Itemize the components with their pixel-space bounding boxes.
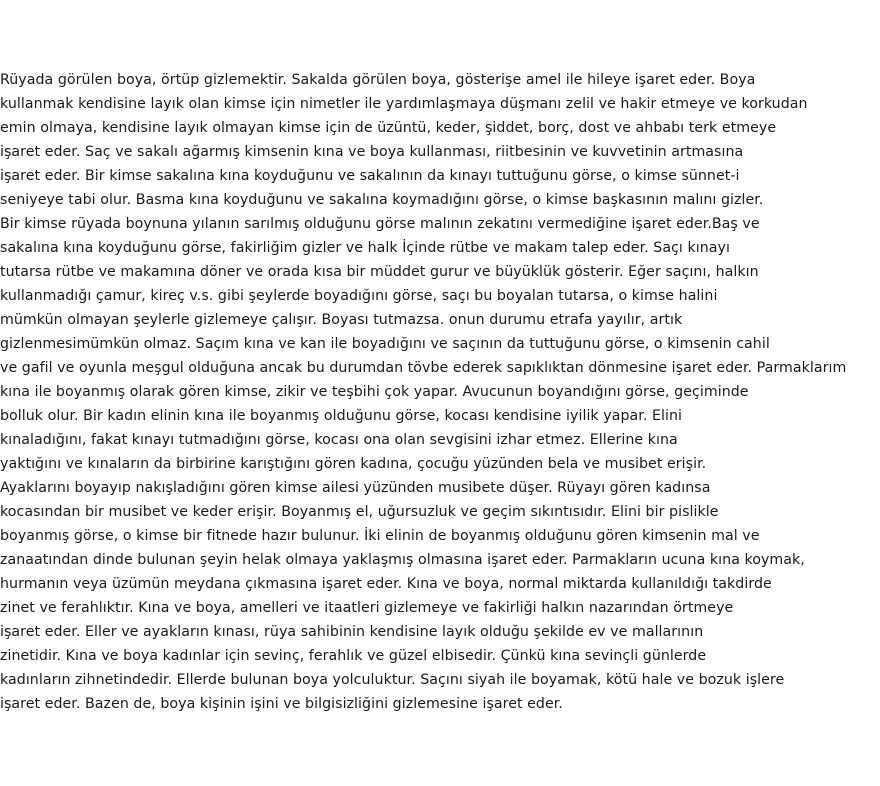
text-line: işaret eder. Bazen de, boya kişinin işini ve bilgisizliğini gizlemesine işaret eder. — [0, 696, 563, 712]
text-line: kullanmak kendisine layık olan kimse için nimetler ile yardımlaşmaya düşmanı zelil ve hakir etmeye ve korkudan — [0, 96, 808, 112]
text-line: yaktığını ve kınaların da birbirine karıştığını gören kadına, çocuğu yüzünden bela ve musibet erişir. — [0, 456, 707, 472]
text-line: kullanmadığı çamur, kireç v.s. gibi şeylerde boyadığını görse, saçı bu boyalan tutarsa, o kimse halini — [0, 288, 718, 304]
text-line: kadınların zihnetindedir. Ellerde bulunan boya yolculuktur. Saçını siyah ile boyamak, kötü hale ve bozuk işlere — [0, 672, 785, 688]
text-line: kınaladığını, fakat kınayı tutmadığını görse, kocası ona olan sevgisini izhar etmez. Ellerine kına — [0, 432, 678, 448]
text-line: zinetidir. Kına ve boya kadınlar için sevinç, ferahlık ve güzel elbisedir. Çünkü kına sevinçli günlerde — [0, 648, 707, 664]
text-line: ve gafil ve oyunla meşgul olduğuna ancak bu durumdan tövbe ederek sapıklıktan dönmesine işaret eder. Parmaklarım — [0, 360, 847, 376]
text-line: Bir kimse rüyada boynuna yılanın sarılmış olduğunu görse malının zekatını vermediğine işaret eder.Baş ve — [0, 216, 760, 232]
text-line: işaret eder. Saç ve sakalı ağarmış kimsenin kına ve boya kullanması, riitbesinin ve kuvvetinin artmasına — [0, 144, 744, 160]
document-body — [0, 68, 880, 716]
text-line: işaret eder. Eller ve ayakların kınası, rüya sahibinin kendisine layık olduğu şekilde ev ve mallarının — [0, 624, 704, 640]
text-line: kocasından bir musibet ve keder erişir. Boyanmış el, uğursuzluk ve geçim sıkıntısıdır. Elini bir pislikle — [0, 504, 719, 520]
text-line: kına ile boyanmış olarak gören kimse, zikir ve teşbihi çok yapar. Avucunun boyandığını görse, geçiminde — [0, 384, 749, 400]
text-line: hurmanın veya üzümün meydana çıkmasına işaret eder. Kına ve boya, normal miktarda kullanıldığı takdirde — [0, 576, 772, 592]
text-line: gizlenmesimümkün olmaz. Saçım kına ve kan ile boyadığını ve saçının da tuttuğunu görse, o kimsenin cahil — [0, 336, 770, 352]
text-line: Rüyada görülen boya, örtüp gizlemektir. Sakalda görülen boya, gösterişe amel ile hileye işaret eder. Boya — [0, 72, 756, 88]
text-line: boyanmış görse, o kimse bir fitnede hazır bulunur. İki elinin de boyanmış olduğunu gören kimsenin mal ve — [0, 528, 760, 544]
text-line: bolluk olur. Bir kadın elinin kına ile boyanmış olduğunu görse, kocası kendisine iyilik yapar. Elini — [0, 408, 682, 424]
text-line: işaret eder. Bir kimse sakalına kına koyduğunu ve sakalının da kınayı tuttuğunu görse, o kimse sünnet-i — [0, 168, 740, 184]
text-line: sakalına kına koyduğunu görse, fakirliğim gizler ve halk İçinde rütbe ve makam talep eder. Saçı kınayı — [0, 240, 730, 256]
text-line: mümkün olmayan şeylerle gizlemeye çalışır. Boyası tutmazsa. onun durumu etrafa yayılır, artık — [0, 312, 683, 328]
text-line: emin olmaya, kendisine layık olmayan kimse için de üzüntü, keder, şiddet, borç, dost ve ahbabı terk etmeye — [0, 120, 777, 136]
text-line: zinet ve ferahlıktır. Kına ve boya, amelleri ve itaatleri gizlemeye ve fakirliği halkın nazarından örtmeye — [0, 600, 734, 616]
text-line: tutarsa rütbe ve makamına döner ve orada kısa bir müddet gurur ve büyüklük gösterir. Eğer saçını, halkın — [0, 264, 759, 280]
text-line: Ayaklarını boyayıp nakışladığını gören kimse ailesi yüzünden musibete düşer. Rüyayı gören kadınsa — [0, 480, 711, 496]
text-line: zanaatından dinde bulunan şeyin helak olmaya yaklaşmış olmasına işaret eder. Parmakların ucuna kına koymak, — [0, 552, 805, 568]
text-line: seniyeye tabi olur. Basma kına koyduğunu ve sakalına koymadığını görse, o kimse başkasının malını gizler. — [0, 192, 764, 208]
